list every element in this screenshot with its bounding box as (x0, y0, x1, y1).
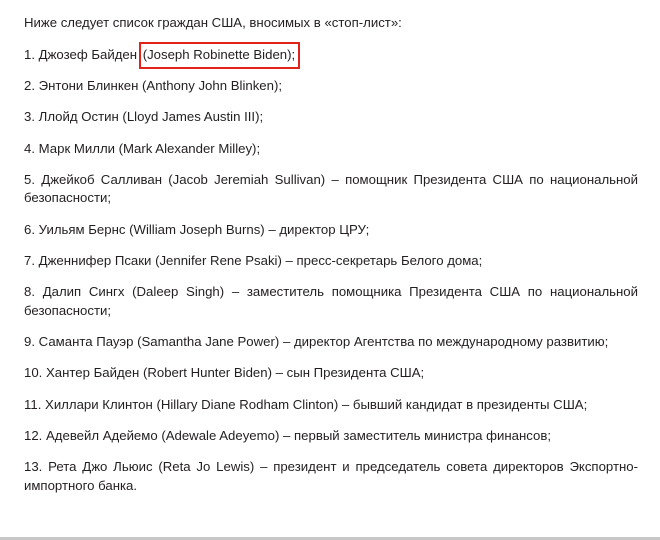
list-item: 5. Джейкоб Салливан (Jacob Jeremiah Sullivan) – помощник Президента США по национальной безопасности; (24, 171, 638, 206)
list-item: 3. Ллойд Остин (Lloyd James Austin III); (24, 109, 264, 125)
list-item: 12. Адевейл Адейемо (Adewale Adeyemo) – первый заместитель министра финансов; (24, 427, 552, 443)
list-item: 8. Далип Сингх (Daleep Singh) – заместитель помощника Президента США по национальной безопасности; (24, 284, 638, 318)
list-item (24, 46, 638, 65)
list-item: 4. Марк Милли (Mark Alexander Milley); (24, 140, 261, 156)
list-item: 13. Рета Джо Льюис (Reta Jo Lewis) – президент и председатель совета директоров Экспортно-импортного банка. (24, 459, 638, 493)
highlighted-name-annotation: (Joseph Robinette Biden); (141, 46, 297, 65)
list-item-prefix: 1. Джозеф Байден (24, 46, 141, 62)
list-item: 6. Уильям Бернс (William Joseph Burns) – директор ЦРУ; (24, 221, 370, 237)
list-item: 10. Хантер Байден (Robert Hunter Biden) – сын Президента США; (24, 365, 425, 381)
list-item: 7. Дженнифер Псаки (Jennifer Rene Psaki) – пресс-секретарь Белого дома; (24, 252, 483, 268)
list-item: 9. Саманта Пауэр (Samantha Jane Power) – директор Агентства по международному развитию; (24, 334, 609, 350)
intro-paragraph: Ниже следует список граждан США, вносимых в «стоп-лист»: (24, 15, 402, 30)
list-item: 2. Энтони Блинкен (Anthony John Blinken); (24, 78, 283, 94)
list-item: 11. Хиллари Клинтон (Hillary Diane Rodham Clinton) – бывший кандидат в президенты США; (24, 396, 588, 412)
